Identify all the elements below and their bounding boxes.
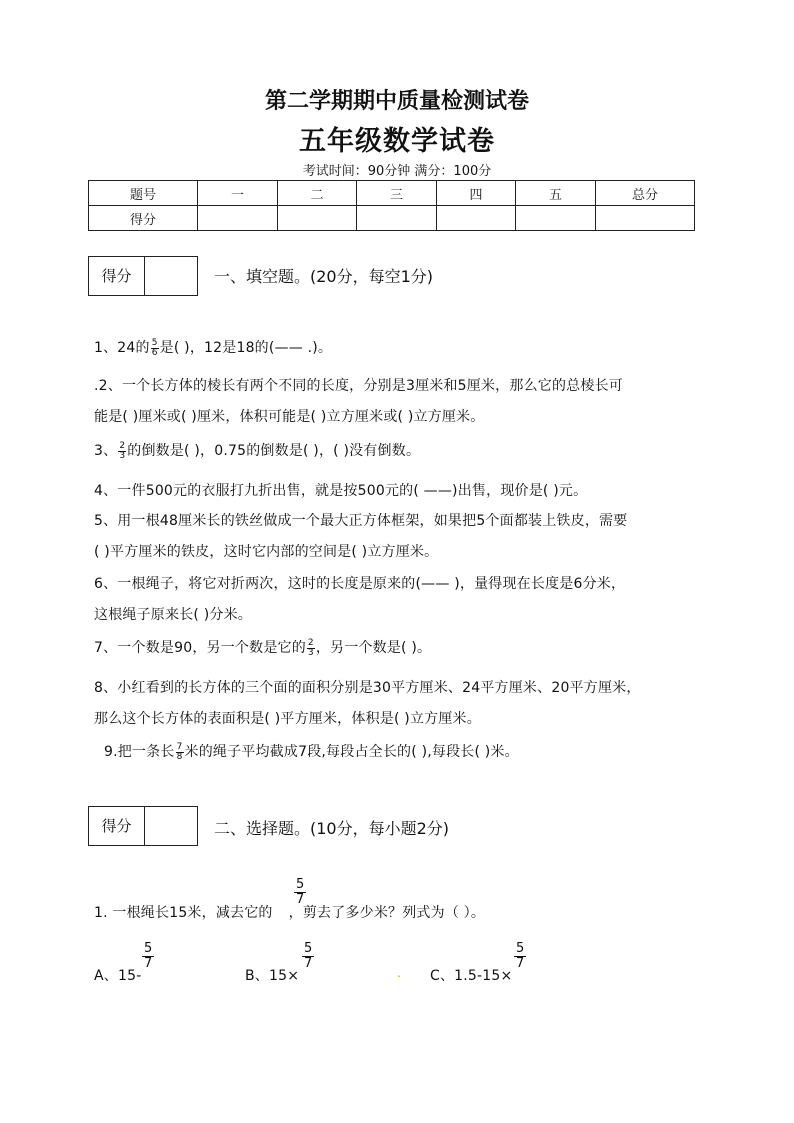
section1-title: 一、填空题。(20分，每空1分) (214, 267, 434, 286)
fraction: 5 7 (296, 877, 305, 907)
table-header-cell: 四 (437, 181, 516, 206)
question-5-line1: 5、用一根48厘米长的铁丝做成一个最大正方体框架，如果把5个面都装上铁皮，需要 (94, 513, 628, 529)
table-row-label: 得分 (89, 206, 198, 231)
score-cell[interactable] (198, 206, 278, 231)
section2-score-box (88, 806, 198, 846)
section2-title: 二、选择题。(10分，每小题2分) (214, 819, 450, 838)
question-1: 1、24的 $\frac{5}{6}$ 是( )，12是18的(—— .)。 (94, 337, 333, 358)
question-8-line2: 那么这个长方体的表面积是( )平方厘米，体积是( )立方厘米。 (94, 711, 481, 727)
question-3: 3、 $\frac{2}{3}$ 的倒数是( )，0.75的倒数是( )，( )没有倒数。 (94, 440, 421, 461)
exam-subtitle: 五年级数学试卷 (299, 126, 495, 157)
fraction: $\frac{2}{3}$ (307, 637, 314, 658)
fraction: 5 7 (516, 941, 525, 971)
score-cell[interactable] (357, 206, 437, 231)
question-5-line2: ( )平方厘米的铁皮，这时它内部的空间是( )立方厘米。 (94, 544, 439, 560)
question-2-line1: .2、一个长方体的棱长有两个不同的长度，分别是3厘米和5厘米，那么它的总棱长可 (94, 378, 623, 394)
score-cell[interactable] (516, 206, 596, 231)
fraction: $\frac{7}{8}$ (176, 741, 183, 762)
question-8-line1: 8、小红看到的长方体的三个面的面积分别是30平方厘米、24平方厘米、20平方厘米， (94, 680, 641, 696)
score-box-label: 得分 (89, 257, 145, 295)
fraction: $\frac{2}{3}$ (119, 440, 126, 461)
table-header-cell: 三 (357, 181, 437, 206)
score-table-score-row (89, 206, 695, 231)
question-6-line2: 这根绳子原来长( )分米。 (94, 607, 252, 623)
score-cell[interactable] (437, 206, 516, 231)
question-4: 4、一件500元的衣服打九折出售，就是按500元的( ——)出售，现价是( )元。 (94, 483, 588, 499)
option-b[interactable]: B、15× (245, 968, 300, 984)
question-6-line1: 6、一根绳子，将它对折两次，这时的长度是原来的(—— )，量得现在长度是6分米， (94, 576, 626, 592)
exam-title: 第二学期期中质量检测试卷 (264, 88, 529, 114)
stray-mark: . (397, 966, 401, 980)
fraction: $\frac{5}{6}$ (151, 337, 158, 358)
score-box-label: 得分 (89, 807, 145, 845)
option-a[interactable]: A、15- (94, 968, 142, 984)
score-cell[interactable] (278, 206, 357, 231)
fraction: 5 7 (144, 941, 153, 971)
table-header-cell: 二 (278, 181, 357, 206)
table-header-cell: 题号 (89, 181, 198, 206)
table-header-cell: 五 (516, 181, 596, 206)
score-cell[interactable] (596, 206, 695, 231)
table-header-cell: 一 (198, 181, 278, 206)
table-header-cell: 总分 (596, 181, 695, 206)
question-9: 9.把一条长 $\frac{7}{8}$ 米的绳子平均截成7段,每段占全长的( ),每段长( )米。 (104, 741, 519, 762)
choice-question-1: 1. 一根绳长15米，减去它的 ，剪去了多少米？列式为（ ）。 (94, 905, 486, 921)
exam-info: 考试时间：90分钟 满分：100分 (302, 164, 492, 179)
section1-score-box (88, 256, 198, 296)
question-7: 7、一个数是90，另一个数是它的 $\frac{2}{3}$ ，另一个数是( )。 (94, 637, 432, 658)
question-2-line2: 能是( )厘米或( )厘米，体积可能是( )立方厘米或( )立方厘米。 (94, 409, 485, 425)
score-table (88, 180, 695, 231)
option-c[interactable]: C、1.5-15× (430, 968, 513, 984)
score-table-header-row (89, 181, 695, 206)
fraction: 5 7 (304, 941, 313, 971)
